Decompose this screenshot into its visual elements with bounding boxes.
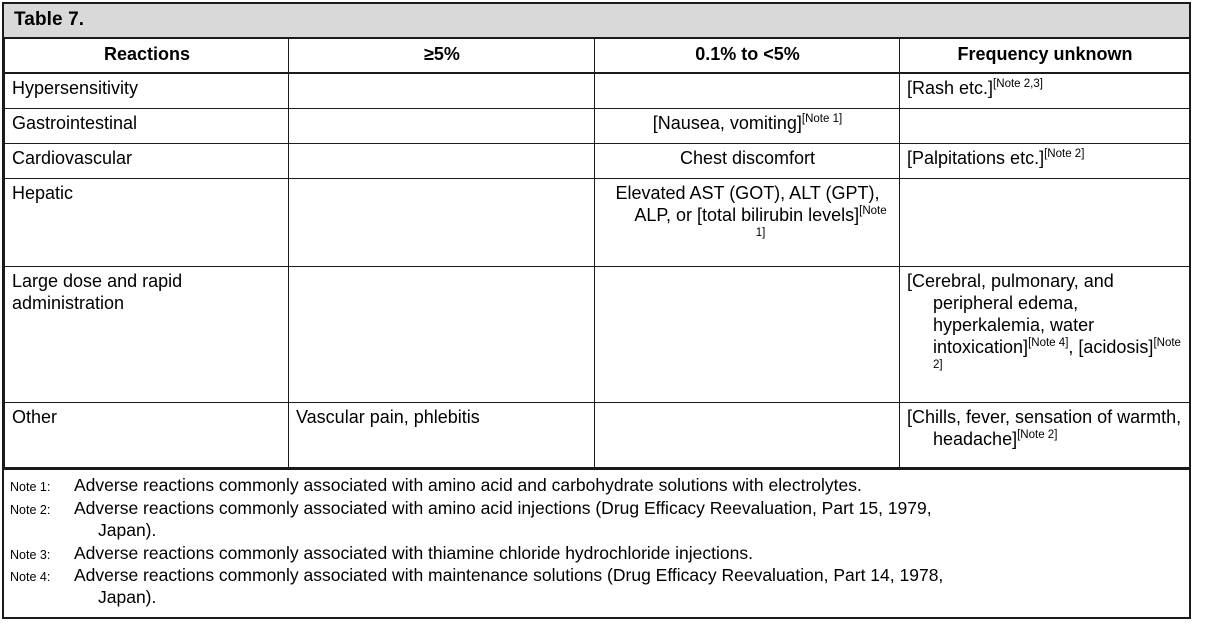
column-header-ge5: ≥5% [289, 39, 595, 73]
table-body [5, 73, 1190, 468]
cell-frequency-unknown [900, 73, 1190, 109]
cell-frequency-unknown [900, 402, 1190, 467]
footnote-label: Note 2: [10, 502, 51, 517]
cell-reaction-name: Cardiovascular [5, 143, 289, 178]
cell-frequency-unknown [900, 143, 1190, 178]
footnote-label: Note 3: [10, 547, 51, 562]
footnote-text [72, 543, 1181, 565]
reactions-data-table [4, 39, 1190, 468]
note-marker: [Note 2] [1017, 428, 1058, 441]
note-marker: [Note 2] [1044, 147, 1085, 160]
cell-text: Chest discomfort [679, 147, 816, 168]
footnote-text [72, 475, 1181, 497]
note-marker-tail: [Note 2] [933, 336, 1181, 371]
cell-mid-range [595, 178, 900, 266]
table-title: Table 7. [4, 4, 1189, 39]
cell-text: [Chills, fever, sensation of warmth, headache] [907, 406, 1182, 449]
table-row [5, 178, 1190, 266]
note-marker: [Note 1] [755, 204, 887, 239]
header-row [5, 39, 1190, 73]
cell-reaction-name: Gastrointestinal [5, 108, 289, 143]
footnote-text [72, 565, 1181, 609]
footnote-label: Note 1: [10, 479, 51, 494]
table-row [5, 108, 1190, 143]
table-row [5, 143, 1190, 178]
cell-mid-range [595, 266, 900, 402]
table-row [5, 266, 1190, 402]
cell-ge5: Vascular pain, phlebitis [289, 402, 595, 467]
cell-ge5 [289, 108, 595, 143]
cell-text: Elevated AST (GOT), ALT (GPT), ALP, or [total bilirubin levels] [615, 182, 880, 225]
footnote-line: Adverse reactions commonly associated with thiamine chloride hydrochloride injections. [74, 542, 753, 563]
cell-frequency-unknown [900, 266, 1190, 402]
cell-ge5 [289, 178, 595, 266]
footnote-item [10, 498, 1181, 542]
cell-text: [Palpitations etc.] [907, 147, 1045, 168]
cell-reaction-name: Hepatic [5, 178, 289, 266]
note-marker: [Note 1] [801, 112, 843, 125]
table-row [5, 73, 1190, 109]
column-header-reactions: Reactions [5, 39, 289, 73]
adverse-reactions-table [2, 2, 1191, 619]
cell-mid-range [595, 108, 900, 143]
cell-mid-range [595, 73, 900, 109]
cell-text: [Cerebral, pulmonary, and peripheral edema, hyperkalemia, water intoxication] [907, 270, 1114, 357]
cell-ge5 [289, 143, 595, 178]
table-footnotes [4, 468, 1189, 617]
cell-reaction-name: Other [5, 402, 289, 467]
footnote-item [10, 543, 1181, 565]
cell-ge5 [289, 73, 595, 109]
cell-reaction-name: Large dose and rapid administration [5, 266, 289, 402]
cell-mid-range [595, 143, 900, 178]
cell-frequency-unknown [900, 178, 1190, 266]
note-marker: [Note 4] [1028, 336, 1069, 349]
cell-frequency-unknown [900, 108, 1190, 143]
cell-mid-range [595, 402, 900, 467]
note-marker: [Note 2,3] [993, 77, 1043, 90]
cell-text: [Nausea, vomiting] [652, 112, 802, 133]
cell-reaction-name: Hypersensitivity [5, 73, 289, 109]
footnote-label: Note 4: [10, 570, 51, 585]
table-row [5, 402, 1190, 467]
footnote-continuation: Japan). [98, 587, 157, 608]
cell-ge5 [289, 266, 595, 402]
footnote-line: Adverse reactions commonly associated with maintenance solutions (Drug Efficacy Reevaluation, Part 14, 1978, [74, 565, 944, 586]
footnote-item [10, 475, 1181, 497]
column-header-mid-range: 0.1% to <5% [595, 39, 900, 73]
cell-text-tail: , [acidosis] [1068, 336, 1154, 357]
column-header-frequency-unknown: Frequency unknown [900, 39, 1190, 73]
cell-text: [Rash etc.] [907, 77, 994, 98]
footnote-text [72, 498, 1181, 542]
footnote-item [10, 565, 1181, 609]
table-header [5, 39, 1190, 73]
footnote-continuation: Japan). [98, 519, 157, 540]
footnote-line: Adverse reactions commonly associated with amino acid and carbohydrate solutions with electrolytes. [74, 474, 862, 495]
footnote-line: Adverse reactions commonly associated with amino acid injections (Drug Efficacy Reevaluation, Part 15, 1979, [74, 497, 932, 518]
